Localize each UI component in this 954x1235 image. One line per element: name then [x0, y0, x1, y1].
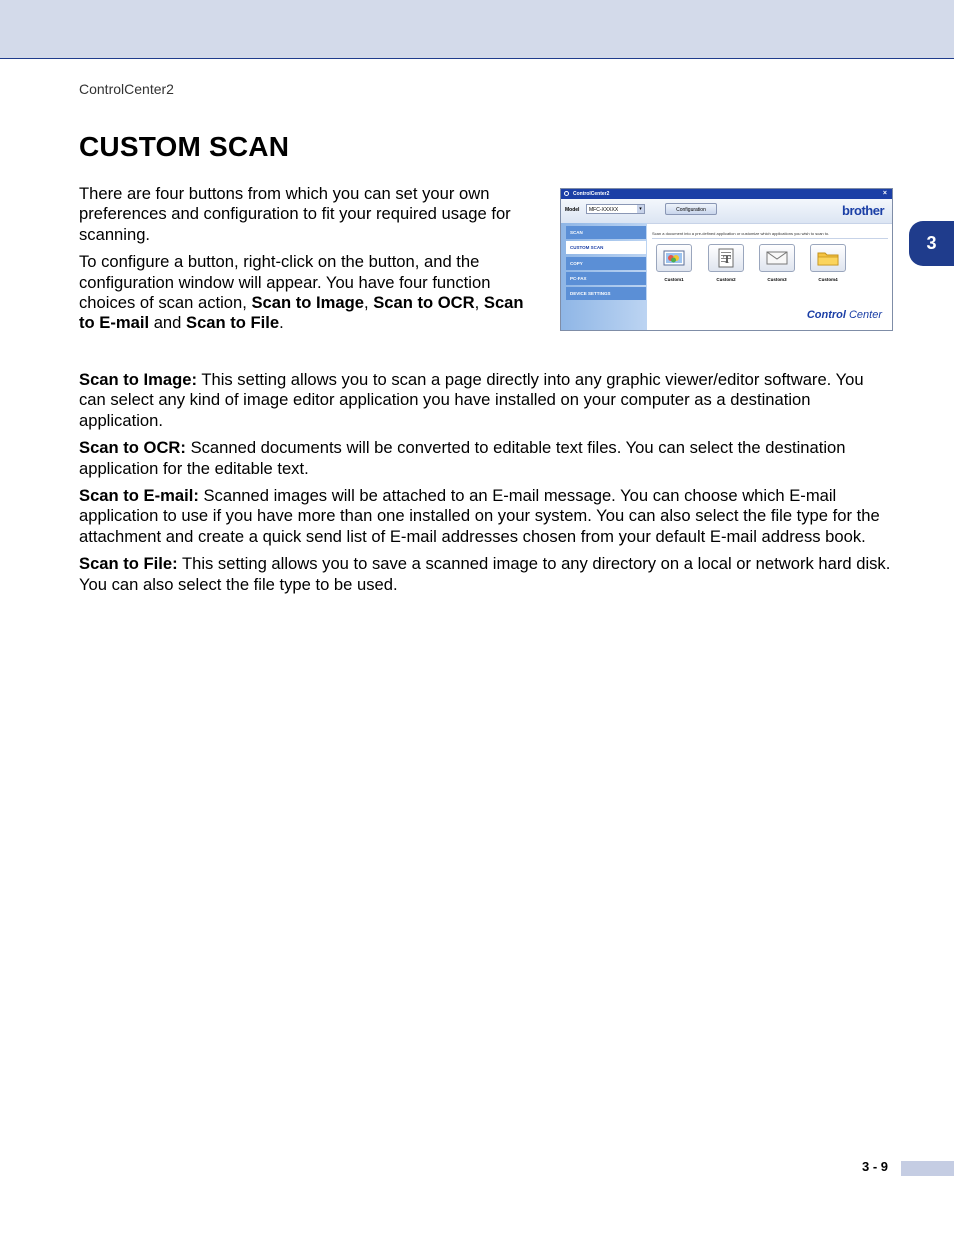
chevron-down-icon: ▾ — [637, 205, 644, 213]
intro-paragraph-2: To configure a button, right-click on the button, and the configuration window will appear. You have four function choices of scan action, Scan to Image, Scan to OCR, Scan to E-mail and Scan to File. — [79, 252, 524, 333]
custom1-button[interactable] — [654, 244, 694, 282]
model-select[interactable] — [586, 204, 645, 214]
custom3-button[interactable] — [757, 244, 797, 282]
svg-text:T: T — [723, 252, 732, 266]
custom2-button[interactable] — [706, 244, 746, 282]
header-band — [0, 0, 954, 59]
panel-description: Scan a document into a pre-defined application or customize which applications you wish to scan to. — [652, 231, 830, 236]
file-scan-icon — [817, 249, 839, 267]
intro-paragraph-1: There are four buttons from which you can set your own preferences and configuration to fit your required usage for scanning. — [79, 184, 511, 244]
divider — [652, 238, 888, 239]
section-scan-to-file: Scan to File: This setting allows you to save a scanned image to any directory on a local or network hard disk. You can also select the file type to be used. — [79, 554, 891, 594]
image-scan-icon — [663, 249, 685, 267]
custom4-button[interactable] — [808, 244, 848, 282]
page-number: 3 - 9 — [862, 1159, 889, 1174]
custom1-label: Custom1 — [664, 277, 684, 282]
configuration-button[interactable]: Configuration — [665, 203, 717, 215]
model-label: Model — [565, 207, 580, 213]
custom4-label: Custom4 — [818, 277, 838, 282]
custom2-label: Custom2 — [716, 277, 736, 282]
custom3-label: Custom3 — [767, 277, 787, 282]
toolbar — [561, 199, 892, 223]
sidebar — [561, 223, 647, 330]
footer-bar — [901, 1161, 954, 1176]
chapter-tab: 3 — [909, 221, 954, 266]
scan-options-list — [79, 370, 894, 602]
sidebar-item-device-settings[interactable]: DEVICE SETTINGS — [566, 287, 646, 300]
ocr-scan-icon — [715, 248, 737, 268]
sidebar-item-copy[interactable]: COPY — [566, 257, 646, 270]
controlcenter-screenshot — [560, 188, 893, 331]
model-value: MFC-XXXXX — [589, 207, 619, 213]
page-title: CUSTOM SCAN — [79, 131, 290, 162]
window-titlebar — [561, 189, 892, 199]
email-scan-icon — [766, 250, 788, 266]
brother-logo: brother — [842, 203, 884, 218]
section-scan-to-ocr: Scan to OCR: Scanned documents will be converted to editable text files. You can select the destination application for the editable text. — [79, 438, 846, 478]
running-head: ControlCenter2 — [79, 81, 174, 97]
sidebar-item-custom-scan[interactable]: CUSTOM SCAN — [566, 241, 646, 254]
app-icon — [564, 191, 569, 196]
close-icon[interactable]: × — [882, 190, 887, 197]
intro-text — [79, 184, 541, 341]
control-center-logo: Control Center — [806, 309, 882, 321]
window-title: ControlCenter2 — [573, 191, 610, 197]
sidebar-item-scan[interactable]: SCAN — [566, 226, 646, 239]
section-scan-to-email: Scan to E-mail: Scanned images will be attached to an E-mail message. You can choose which E-mail application to use if you have more than one installed on your system. You can also select the file type for the attachment and create a quick send list of E-mail addresses chosen from your default E-mail address book. — [79, 486, 880, 546]
sidebar-item-pc-fax[interactable]: PC-FAX — [566, 272, 646, 285]
content-panel — [647, 223, 892, 331]
section-scan-to-image: Scan to Image: This setting allows you to scan a page directly into any graphic viewer/editor software. You can select any kind of image editor application you have installed on your computer as a destination application. — [79, 370, 864, 430]
